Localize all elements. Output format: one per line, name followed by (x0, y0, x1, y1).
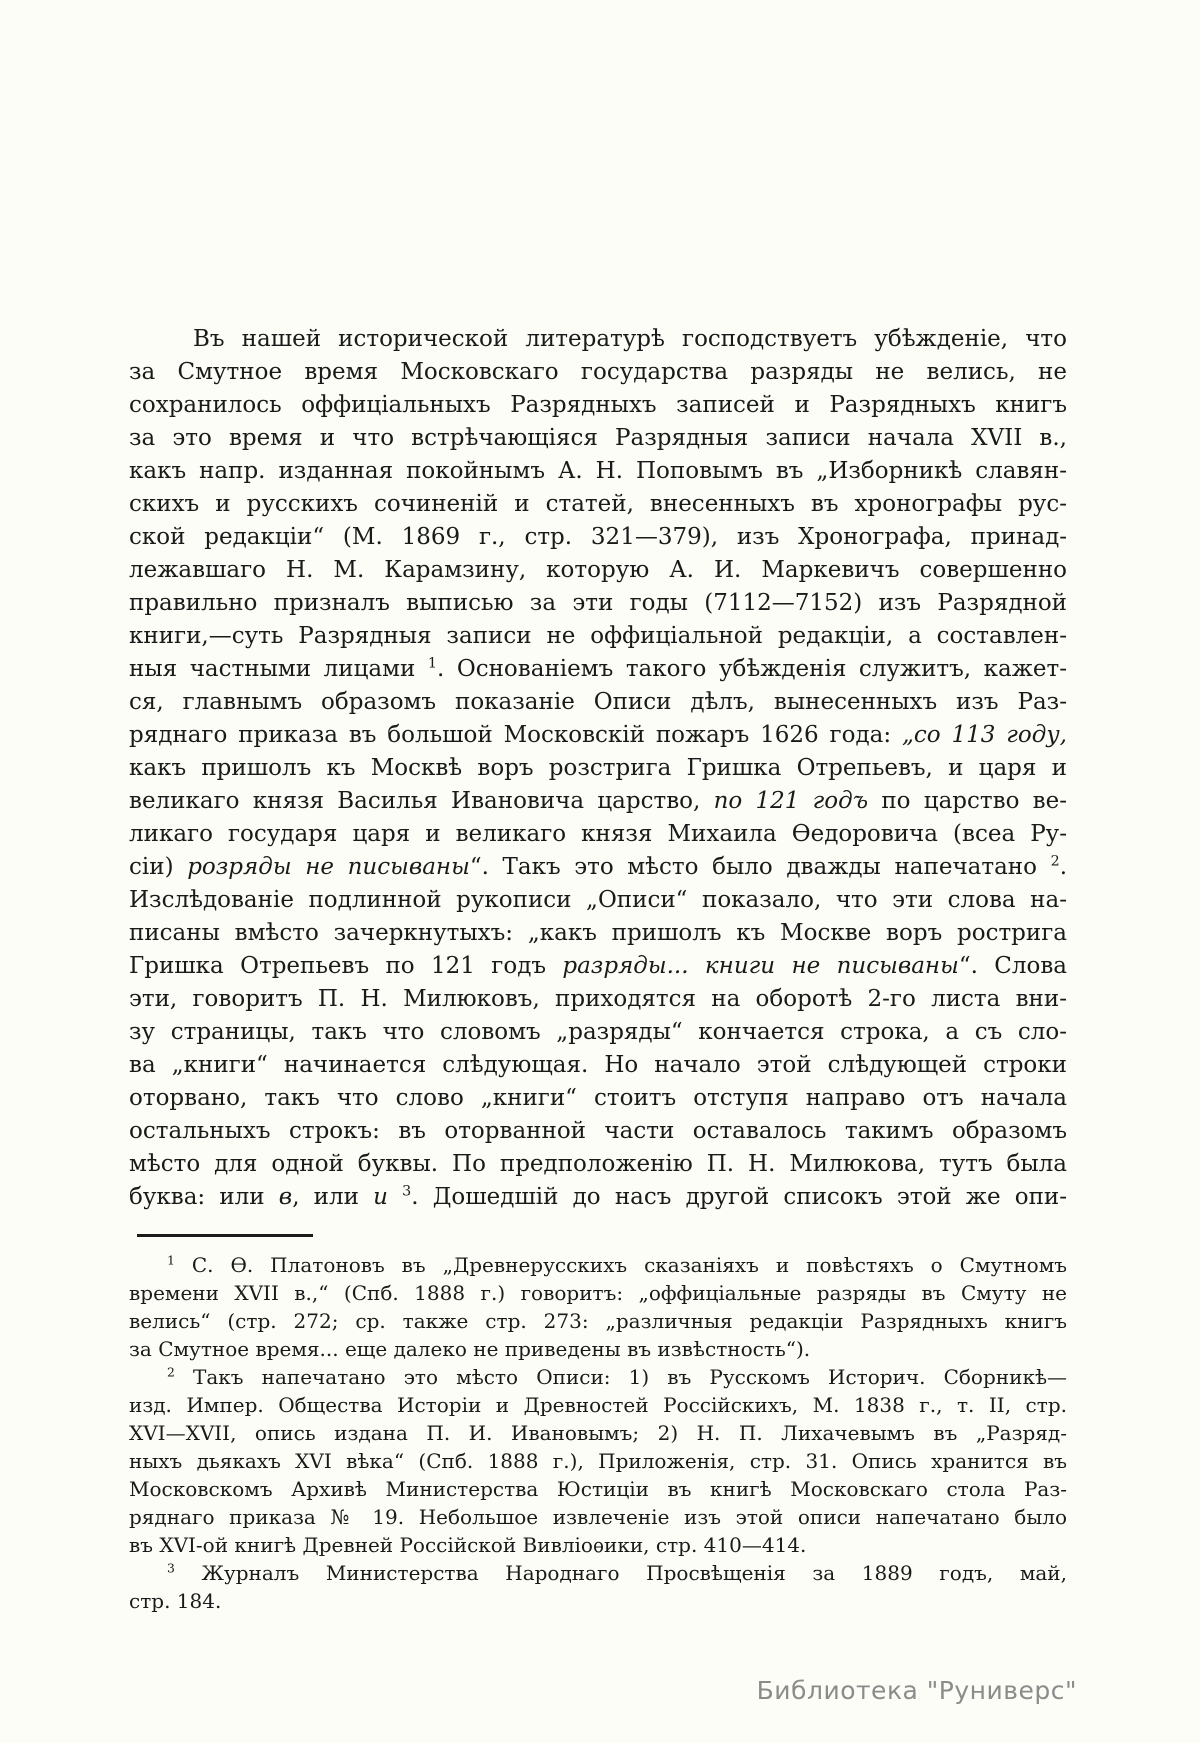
text-line: писаны вмѣсто зачеркнутыхъ: „какъ пришолъ къ Москве воръ рострига (129, 920, 1067, 946)
text-line: ныхъ дьякахъ XVI вѣка“ (Спб. 1888 г.), Приложенія, стр. 31. Опись хранится въ (129, 1449, 1067, 1473)
text-line: книги,—суть Разрядныя записи не оффиціальной редакціи, а составлен- (129, 623, 1067, 649)
text-line: зу страницы, такъ что словомъ „разряды“ кончается строка, а съ сло- (129, 1019, 1067, 1045)
text-line: Гришка Отрепьевъ по 121 годъ разряды... книги не писываны“. Слова (129, 953, 1067, 979)
text-line: Московскомъ Архивѣ Министерства Юстиціи въ книгѣ Московскаго стола Раз- (129, 1477, 1067, 1501)
text-line: ликаго государя царя и великаго князя Михаила Ѳедоровича (всеа Ру- (129, 821, 1067, 847)
text-line: остальныхъ строкъ: въ оторванной части оставалось такимъ образомъ (129, 1118, 1067, 1144)
text-line: въ XVI-ой книгѣ Древней Россійской Вивліоѳики, стр. 410—414. (129, 1533, 807, 1557)
text-line: сіи) розряды не писываны“. Такъ это мѣсто было дважды напечатано $^2$. (129, 853, 1067, 880)
text-line: за Смутное время Московскаго государства разряды не велись, не (129, 359, 1067, 385)
text-line: $^1$ С. Ѳ. Платоновъ въ „Древнерусскихъ сказаніяхъ и повѣстяхъ о Смутномъ (167, 1252, 1067, 1277)
text-line: ряднаго приказа № 19. Небольшое извлеченіе изъ этой описи напечатано было (129, 1505, 1067, 1529)
text-line: велись“ (стр. 272; ср. также стр. 273: „различныя редакціи Разрядныхъ книгъ (129, 1309, 1067, 1333)
text-line: оторвано, такъ что слово „книги“ стоитъ отступя направо отъ начала (129, 1085, 1067, 1111)
text-line: великаго князя Василья Ивановича царство, по 121 годъ по царство ве- (129, 788, 1067, 814)
text-line: ряднаго приказа въ большой Московскій пожаръ 1626 года: „со 113 году, (129, 722, 1067, 748)
text-line: правильно призналъ выписью за эти годы (7112—7152) изъ Разрядной (129, 590, 1067, 616)
text-line: сохранилось оффиціальныхъ Разрядныхъ записей и Разрядныхъ книгъ (129, 392, 1067, 418)
footnote-separator (137, 1234, 313, 1237)
text-line: Въ нашей исторической литературѣ господствуетъ убѣжденіе, что (193, 326, 1067, 352)
text-line: буква: или в, или и $^3$. Дошедшій до насъ другой списокъ этой же опи- (129, 1183, 1067, 1210)
text-line: эти, говоритъ П. Н. Милюковъ, приходятся на оборотѣ 2-го листа вни- (129, 986, 1067, 1012)
text-line: за это время и что встрѣчающіяся Разрядныя записи начала XVII в., (129, 425, 1067, 451)
text-line: скихъ и русскихъ сочиненій и статей, внесенныхъ въ хронографы рус- (129, 491, 1067, 517)
text-line: $^3$ Журналъ Министерства Народнаго Просвѣщенія за 1889 годъ, май, (167, 1560, 1067, 1585)
text-line: мѣсто для одной буквы. По предположенію П. Н. Милюкова, тутъ была (129, 1151, 1067, 1177)
text-line: лежавшаго Н. М. Карамзину, которую А. И. Маркевичъ совершенно (129, 557, 1067, 583)
text-line: $^2$ Такъ напечатано это мѣсто Описи: 1) въ Русскомъ Историч. Сборникѣ— (167, 1364, 1067, 1389)
main-text-block (129, 323, 1067, 1214)
text-line: ныя частными лицами $^1$. Основаніемъ такого убѣжденія служитъ, кажет- (129, 655, 1067, 682)
text-line: стр. 184. (129, 1589, 222, 1613)
text-line: Изслѣдованіе подлинной рукописи „Описи“ показало, что эти слова на- (129, 887, 1067, 913)
text-line: какъ напр. изданная покойнымъ А. Н. Поповымъ въ „Изборникѣ славян- (129, 458, 1067, 484)
text-line: изд. Импер. Общества Исторіи и Древностей Россійскихъ, М. 1838 г., т. II, стр. (129, 1393, 1067, 1417)
text-line: ской редакціи“ (М. 1869 г., стр. 321—379), изъ Хронографа, принад- (129, 524, 1067, 550)
watermark: Библиотека "Руниверс" (756, 1676, 1077, 1705)
text-line: ся, главнымъ образомъ показаніе Описи дѣлъ, вынесенныхъ изъ Раз- (129, 689, 1067, 715)
text-line: какъ пришолъ къ Москвѣ воръ розстрига Гришка Отрепьевъ, и царя и (129, 755, 1067, 781)
text-line: XVI—XVII, опись издана П. И. Ивановымъ; 2) Н. П. Лихачевымъ въ „Разряд- (129, 1421, 1067, 1445)
text-line: за Смутное время... еще далеко не приведены въ извѣстность“). (129, 1337, 811, 1361)
footnotes-block (129, 1251, 1067, 1615)
text-line: ва „книги“ начинается слѣдующая. Но начало этой слѣдующей строки (129, 1052, 1067, 1078)
text-line: времени XVII в.,“ (Спб. 1888 г.) говоритъ: „оффиціальные разряды въ Смуту не (129, 1281, 1067, 1305)
